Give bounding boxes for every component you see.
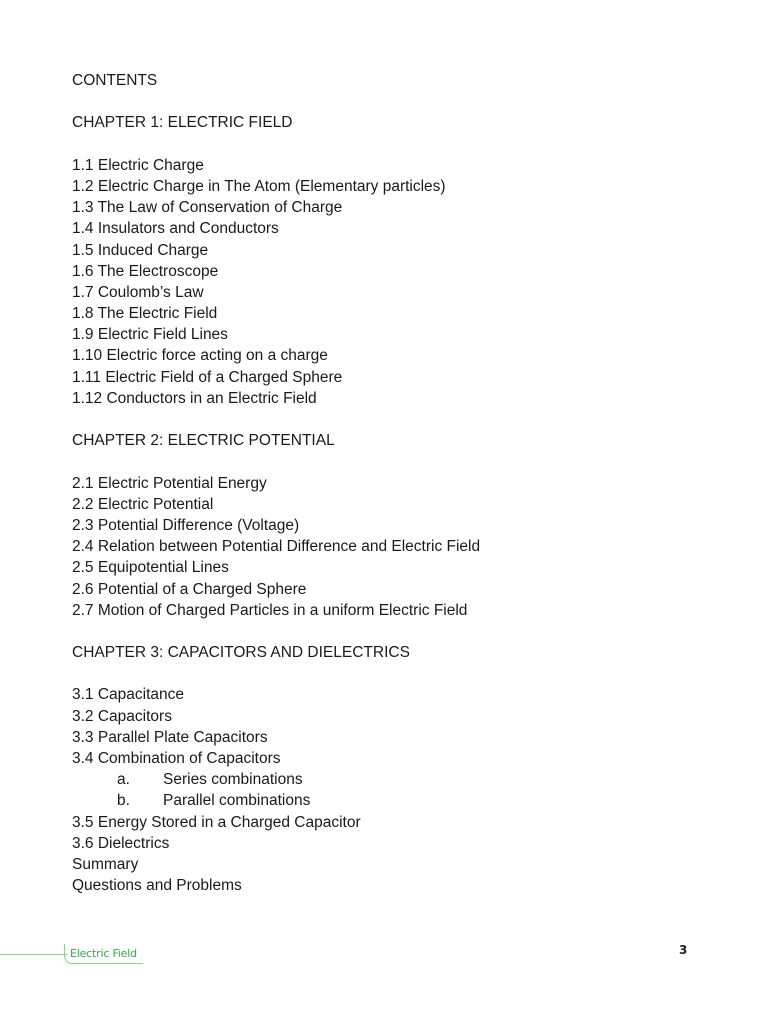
page-number: 3 [679, 943, 688, 957]
chapter-1-heading: CHAPTER 1: ELECTRIC FIELD [72, 114, 293, 132]
subentry-marker: a. [117, 771, 130, 789]
toc-entry: 1.12 Conductors in an Electric Field [72, 389, 317, 407]
toc-entry: 1.6 The Electroscope [72, 262, 219, 280]
spacer [72, 621, 692, 642]
toc-entry: 2.2 Electric Potential [72, 495, 214, 513]
toc-entry: Summary [72, 855, 139, 873]
chapter-3-heading: CHAPTER 3: CAPACITORS AND DIELECTRICS [72, 644, 410, 662]
toc-entry: 1.1 Electric Charge [72, 156, 204, 174]
toc-entry: 1.8 The Electric Field [72, 305, 218, 323]
toc-entry: 1.7 Coulomb’s Law [72, 283, 204, 301]
toc-entry: 2.3 Potential Difference (Voltage) [72, 516, 300, 534]
toc-subentry [72, 790, 692, 811]
chapter-2-heading: CHAPTER 2: ELECTRIC POTENTIAL [72, 432, 335, 450]
spacer [72, 91, 692, 112]
spacer [72, 451, 692, 472]
toc-entry: 3.2 Capacitors [72, 707, 172, 725]
toc-entry: 3.5 Energy Stored in a Charged Capacitor [72, 813, 361, 831]
toc-entry: 1.11 Electric Field of a Charged Sphere [72, 368, 343, 386]
toc-subentry [72, 769, 692, 790]
spacer [72, 134, 692, 155]
toc-entry: 2.4 Relation between Potential Difference and Electric Field [72, 538, 481, 556]
toc-entry: 2.1 Electric Potential Energy [72, 474, 267, 492]
toc-entry: 3.4 Combination of Capacitors [72, 750, 281, 767]
toc-entry: 3.1 Capacitance [72, 686, 185, 704]
toc-entry: 1.2 Electric Charge in The Atom (Elementary particles) [72, 177, 446, 195]
toc-entry: 2.7 Motion of Charged Particles in a uniform Electric Field [72, 601, 468, 619]
spacer [72, 663, 692, 684]
subentry-label: Parallel combinations [163, 792, 311, 810]
spacer [72, 409, 692, 430]
toc-entry: 1.3 The Law of Conservation of Charge [72, 199, 343, 217]
toc-entry: 1.4 Insulators and Conductors [72, 220, 279, 238]
table-of-contents [72, 70, 692, 896]
running-title-tab: Electric Field [64, 944, 143, 964]
subentry-label: Series combinations [163, 771, 303, 789]
toc-entry: 2.6 Potential of a Charged Sphere [72, 580, 307, 598]
toc-entry: 1.5 Induced Charge [72, 241, 209, 259]
toc-entry: 1.10 Electric force acting on a charge [72, 347, 328, 365]
subentry-marker: b. [117, 792, 130, 810]
toc-entry: 2.5 Equipotential Lines [72, 559, 229, 577]
toc-entry: 3.6 Dielectrics [72, 834, 170, 852]
toc-entry: 1.9 Electric Field Lines [72, 326, 228, 344]
footer-rule [0, 954, 68, 955]
contents-title: CONTENTS [72, 72, 158, 89]
toc-entry: Questions and Problems [72, 877, 242, 895]
toc-entry: 3.3 Parallel Plate Capacitors [72, 728, 268, 746]
